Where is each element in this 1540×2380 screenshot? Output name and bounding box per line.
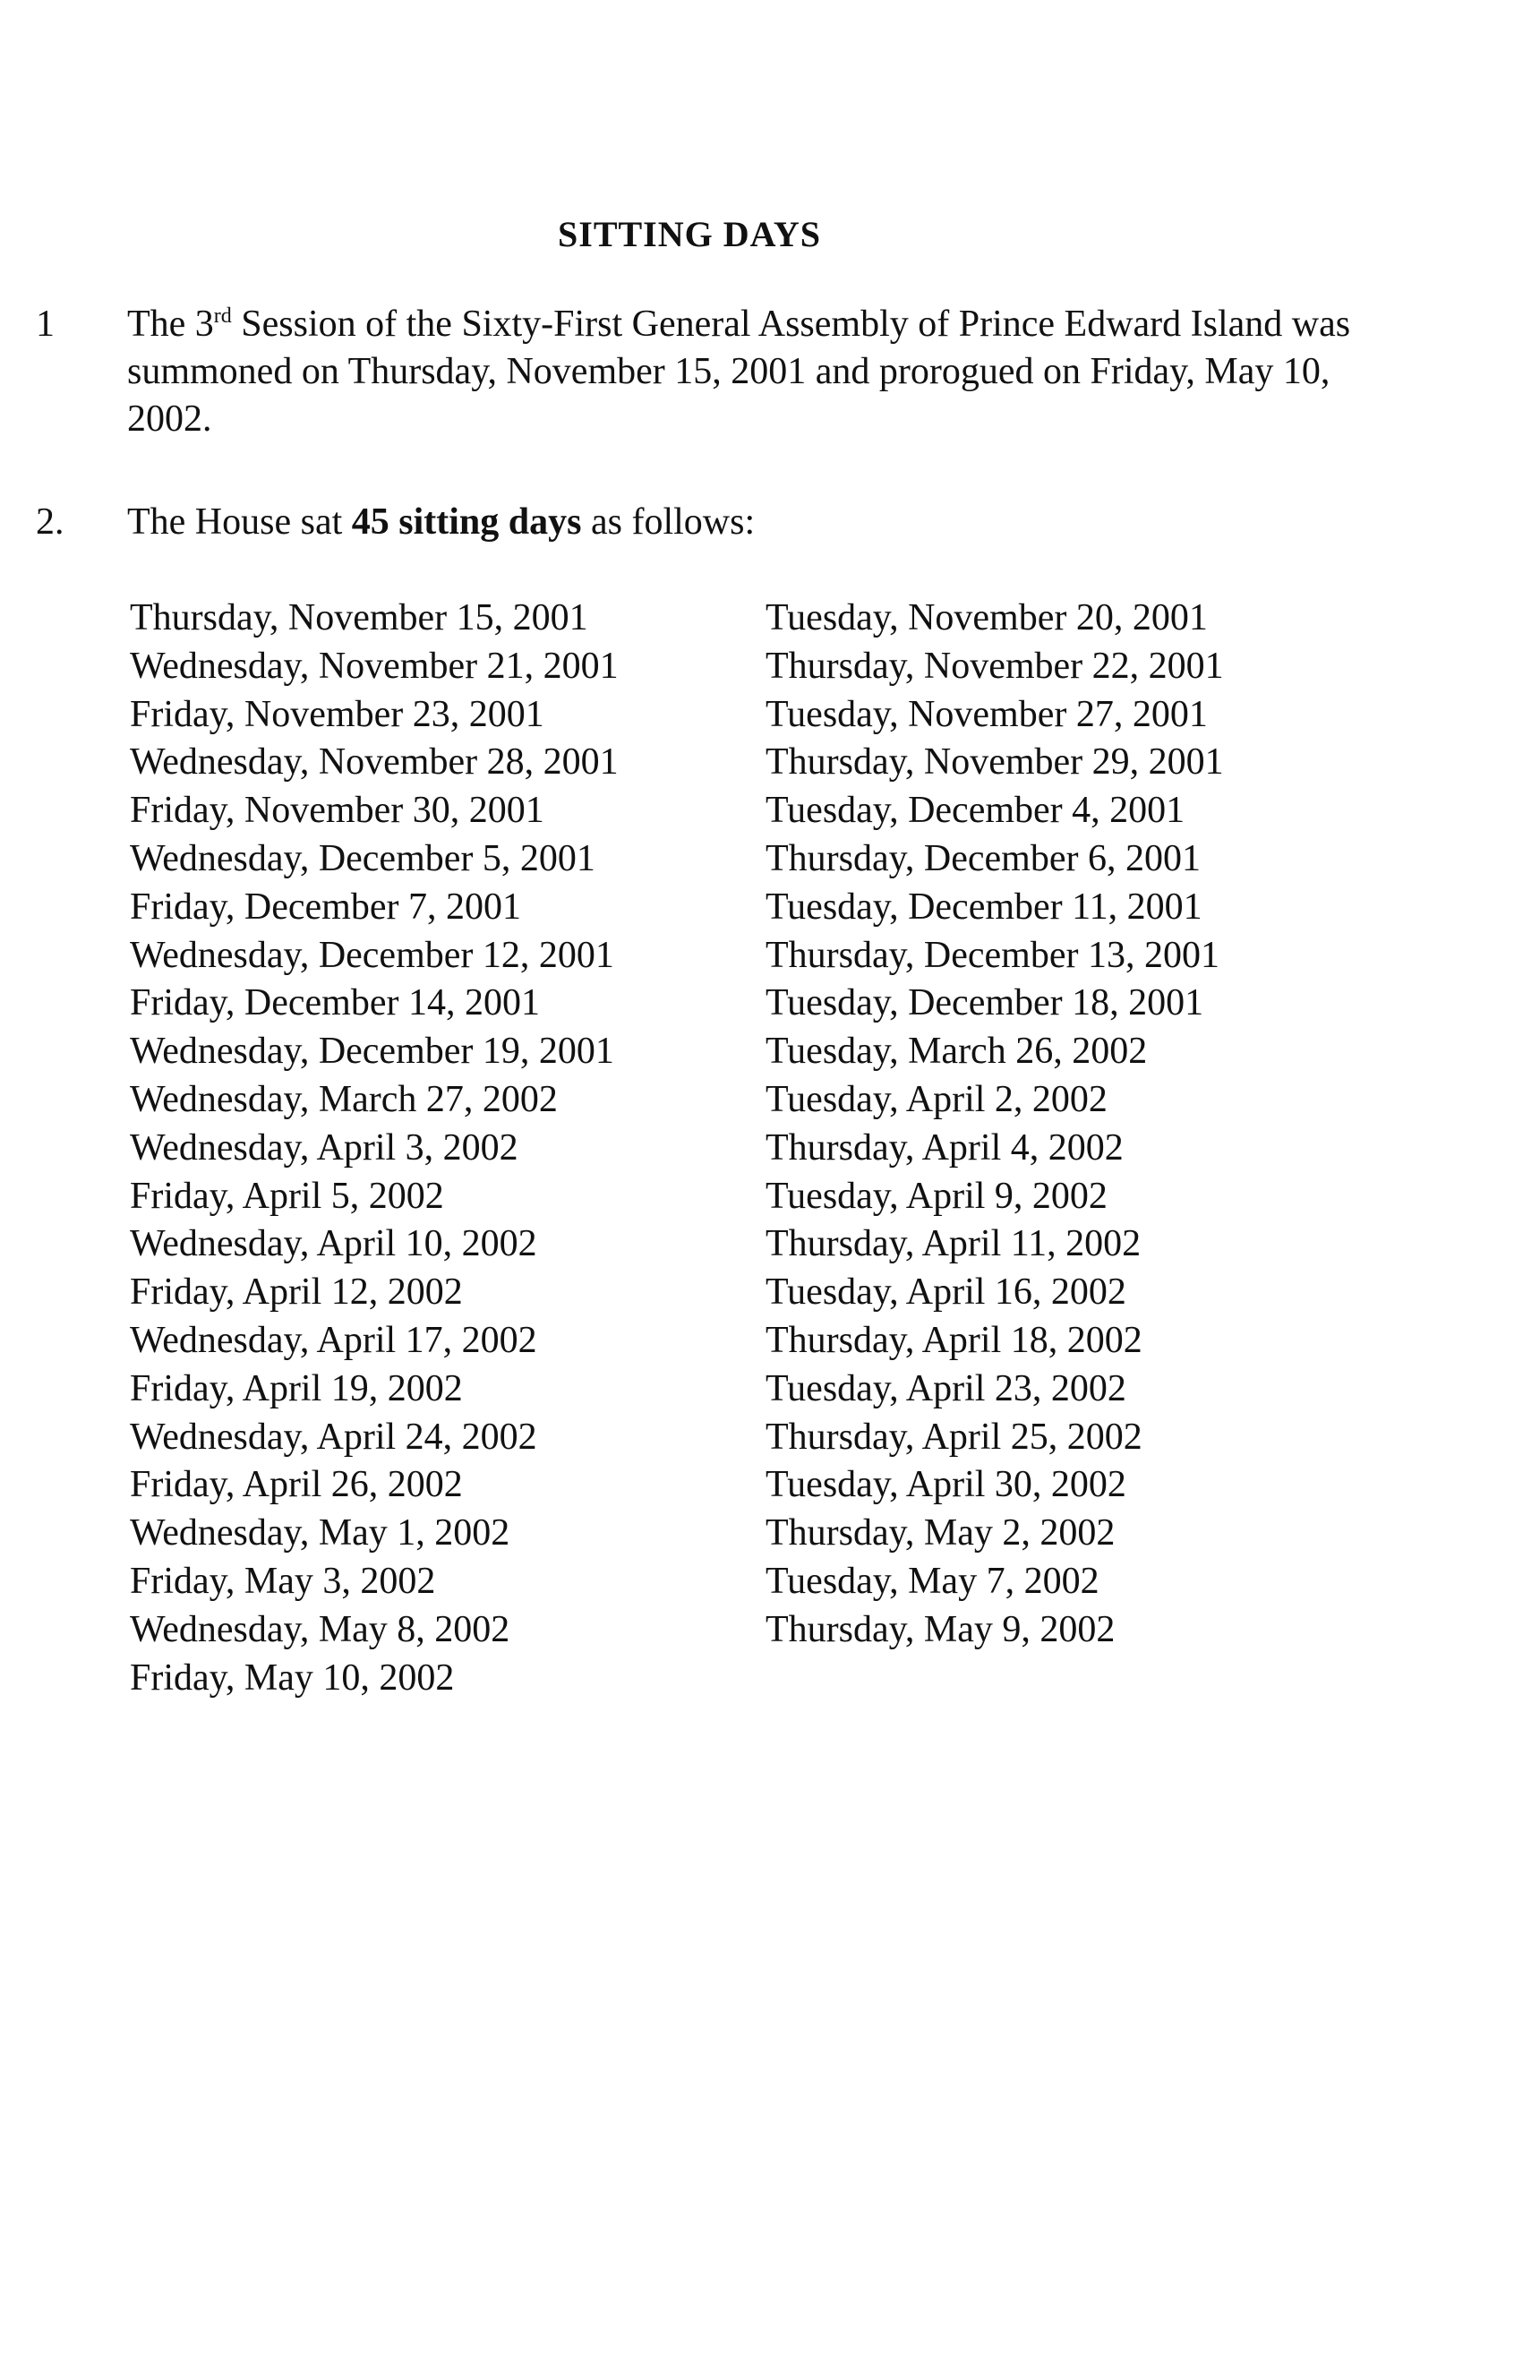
sitting-date-item: Thursday, April 25, 2002 xyxy=(766,1416,1142,1458)
sitting-date-item: Wednesday, March 27, 2002 xyxy=(130,1078,558,1120)
sitting-date-item: Thursday, November 29, 2001 xyxy=(766,741,1224,783)
page-title: SITTING DAYS xyxy=(558,214,821,254)
sitting-date-item: Tuesday, December 11, 2001 xyxy=(766,886,1202,928)
sitting-date-item: Tuesday, April 16, 2002 xyxy=(766,1271,1126,1314)
sitting-date-item: Tuesday, April 9, 2002 xyxy=(766,1175,1108,1217)
sitting-date-item: Thursday, April 11, 2002 xyxy=(766,1223,1142,1265)
sitting-date-item: Friday, May 10, 2002 xyxy=(130,1657,455,1699)
sitting-date-item: Thursday, April 18, 2002 xyxy=(766,1319,1142,1361)
sitting-date-item: Friday, April 12, 2002 xyxy=(130,1271,463,1314)
sitting-date-item: Friday, April 19, 2002 xyxy=(130,1367,463,1409)
paragraph-text xyxy=(127,499,1381,546)
sitting-date-item: Thursday, May 9, 2002 xyxy=(766,1608,1116,1650)
sitting-date-item: Friday, December 7, 2001 xyxy=(130,886,521,928)
sitting-date-item: Wednesday, December 19, 2001 xyxy=(130,1031,614,1073)
sitting-date-item: Thursday, May 2, 2002 xyxy=(766,1512,1116,1554)
sitting-date-item: Tuesday, April 30, 2002 xyxy=(766,1464,1126,1506)
sitting-date-item: Wednesday, April 24, 2002 xyxy=(130,1416,537,1458)
sitting-date-item: Friday, May 3, 2002 xyxy=(130,1560,436,1602)
sitting-date-item: Thursday, April 4, 2002 xyxy=(766,1126,1124,1169)
sitting-date-item: Friday, November 30, 2001 xyxy=(130,790,544,832)
sitting-date-item: Tuesday, April 2, 2002 xyxy=(766,1078,1108,1120)
paragraph-text-end: as follows: xyxy=(581,501,756,543)
paragraph-number: 1 xyxy=(36,304,55,345)
sitting-date-item: Friday, November 23, 2001 xyxy=(130,693,544,735)
sitting-date-item: Wednesday, May 1, 2002 xyxy=(130,1512,510,1554)
sitting-date-item: Wednesday, May 8, 2002 xyxy=(130,1608,510,1650)
sitting-date-item: Tuesday, December 4, 2001 xyxy=(766,790,1185,832)
sitting-date-item: Thursday, November 22, 2001 xyxy=(766,645,1224,687)
paragraph-text-start: The House sat xyxy=(127,501,352,543)
sitting-date-item: Tuesday, November 20, 2001 xyxy=(766,597,1208,638)
sitting-days-count: 45 sitting days xyxy=(351,501,582,543)
sitting-date-item: Thursday, December 6, 2001 xyxy=(766,837,1201,879)
sitting-date-item: Wednesday, November 28, 2001 xyxy=(130,741,619,783)
sitting-date-item: Friday, April 26, 2002 xyxy=(130,1464,463,1506)
sitting-date-item: Tuesday, March 26, 2002 xyxy=(766,1031,1148,1073)
paragraph-number: 2. xyxy=(36,501,64,543)
sitting-dates-left-column xyxy=(130,595,619,1702)
sitting-dates-right-column xyxy=(766,595,1224,1655)
sitting-date-item: Tuesday, May 7, 2002 xyxy=(766,1560,1099,1602)
sitting-date-item: Wednesday, November 21, 2001 xyxy=(130,645,619,687)
sitting-date-item: Tuesday, April 23, 2002 xyxy=(766,1367,1126,1409)
paragraph-text-start: The 3 xyxy=(127,304,214,345)
sitting-date-item: Wednesday, April 10, 2002 xyxy=(130,1223,537,1265)
sitting-date-item: Thursday, December 13, 2001 xyxy=(766,934,1219,976)
sitting-date-item: Wednesday, December 5, 2001 xyxy=(130,837,595,879)
sitting-date-item: Tuesday, November 27, 2001 xyxy=(766,693,1208,735)
paragraph-text-end: Session of the Sixty-First General Assembly of Prince Edward Island was summoned on Thursday, November 15, 2001 and prorogued on Friday, May 10, 2002. xyxy=(127,304,1351,440)
paragraph-text xyxy=(127,301,1381,443)
sitting-date-item: Friday, April 5, 2002 xyxy=(130,1175,444,1217)
sitting-date-item: Tuesday, December 18, 2001 xyxy=(766,982,1204,1024)
sitting-date-item: Wednesday, April 3, 2002 xyxy=(130,1126,518,1169)
ordinal-superscript: rd xyxy=(213,304,232,328)
sitting-date-item: Thursday, November 15, 2001 xyxy=(130,597,588,638)
sitting-date-item: Wednesday, December 12, 2001 xyxy=(130,934,614,976)
sitting-date-item: Wednesday, April 17, 2002 xyxy=(130,1319,537,1361)
sitting-date-item: Friday, December 14, 2001 xyxy=(130,982,540,1024)
